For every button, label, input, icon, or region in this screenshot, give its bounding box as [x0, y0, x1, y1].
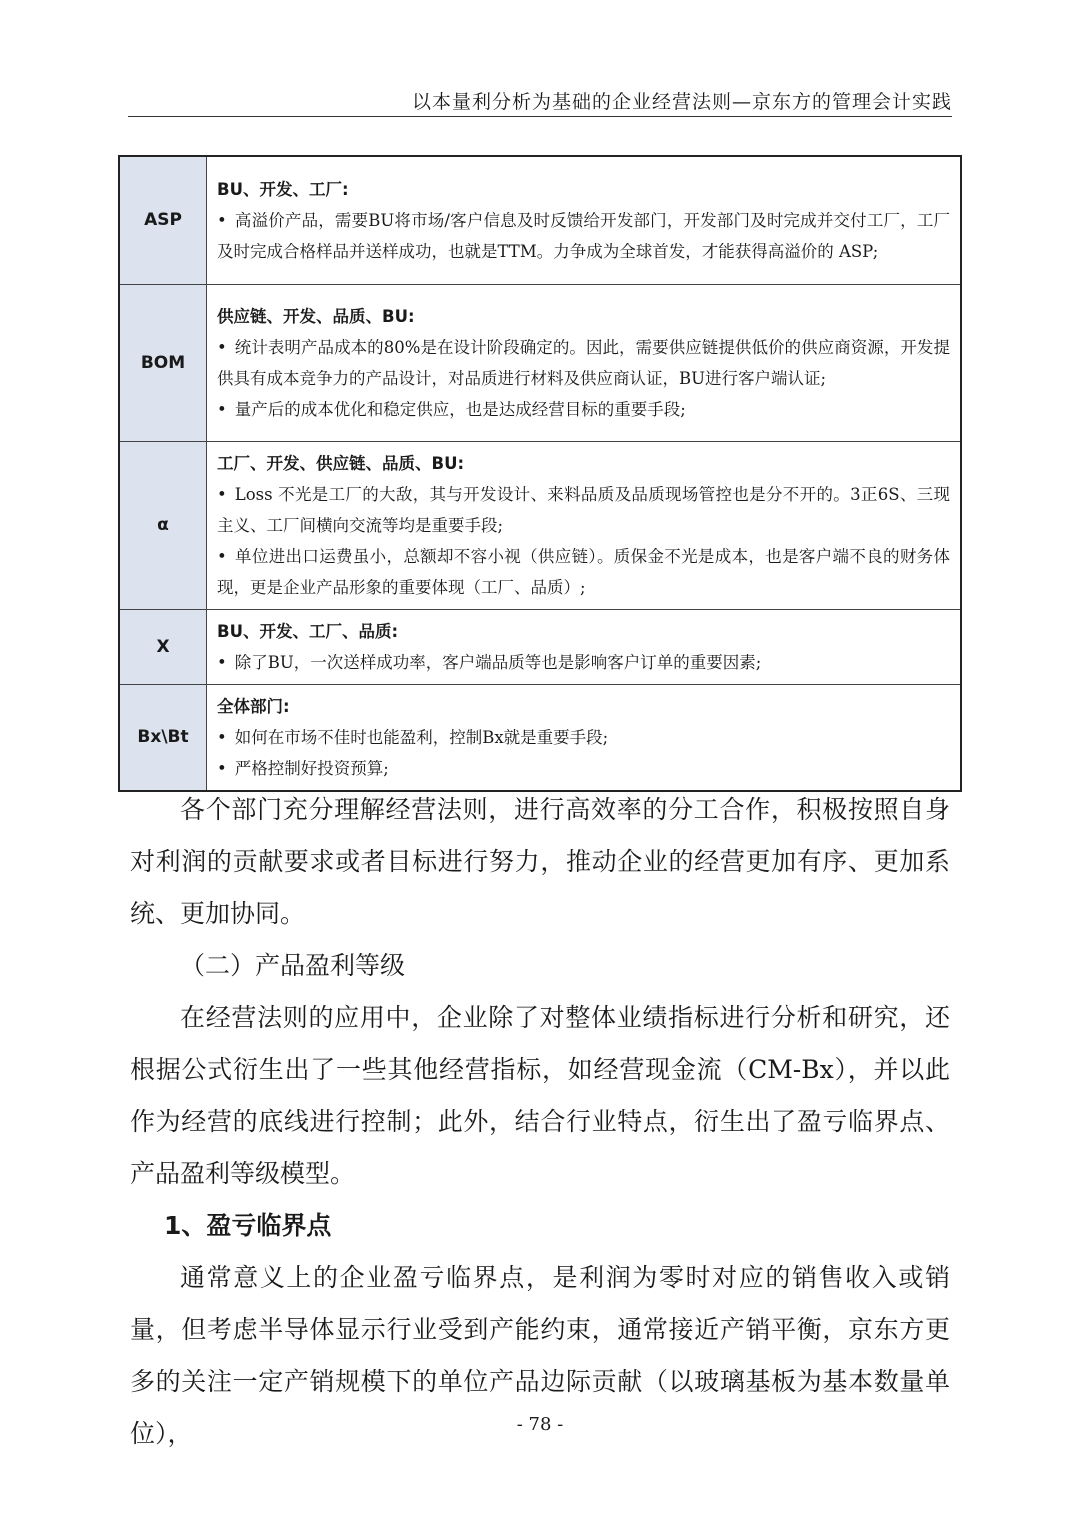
- row-description: [207, 284, 962, 441]
- row-description: [207, 441, 962, 609]
- page-number: - 78 -: [516, 1414, 564, 1435]
- body-text: [130, 784, 950, 1460]
- row-title: BU、开发、工厂:: [217, 179, 349, 199]
- paragraph: 在经营法则的应用中，企业除了对整体业绩指标进行分析和研究，还根据公式衍生出了一些其他经营指标，如经营现金流（CM-Bx），并以此作为经营的底线进行控制；此外，结合行业特点，衍生出了盈亏临界点、产品盈利等级模型。: [130, 1003, 950, 1188]
- section-heading: （二）产品盈利等级: [180, 951, 406, 980]
- row-key: X: [119, 609, 207, 684]
- subsection-heading: 1、盈亏临界点: [164, 1211, 332, 1240]
- row-description: [207, 156, 962, 284]
- table-row: [119, 441, 961, 609]
- bullet-item: • 高溢价产品，需要BU将市场/客户信息及时反馈给开发部门，开发部门及时完成并交付工厂，工厂及时完成合格样品并送样成功，也就是TTM。力争成为全球首发，才能获得高溢价的 ASP;: [217, 205, 950, 267]
- bullet-item: • 严格控制好投资预算;: [217, 753, 950, 784]
- row-title: 供应链、开发、品质、BU:: [217, 306, 415, 326]
- bullet-item: • 量产后的成本优化和稳定供应，也是达成经营目标的重要手段;: [217, 394, 950, 425]
- running-header: [128, 88, 952, 117]
- bullet-item: • 除了BU，一次送样成功率，客户端品质等也是影响客户订单的重要因素;: [217, 647, 950, 678]
- paragraph: 通常意义上的企业盈亏临界点，是利润为零时对应的销售收入或销量，但考虑半导体显示行业受到产能约束，通常接近产销平衡，京东方更多的关注一定产销规模下的单位产品边际贡献（以玻璃基板为基本数量单位），: [130, 1263, 950, 1448]
- bullet-item: • 单位进出口运费虽小，总额却不容小视（供应链）。质保金不光是成本，也是客户端不良的财务体现，更是企业产品形象的重要体现（工厂、品质）;: [217, 541, 950, 603]
- table-row: [119, 609, 961, 684]
- metrics-table: [118, 155, 962, 792]
- bullet-item: • Loss 不光是工厂的大敌，其与开发设计、来料品质及品质现场管控也是分不开的。3正6S、三现主义、工厂间横向交流等均是重要手段;: [217, 479, 950, 541]
- row-description: [207, 684, 962, 791]
- row-key: α: [119, 441, 207, 609]
- table-row: [119, 284, 961, 441]
- running-header-title: 以本量利分析为基础的企业经营法则—京东方的管理会计实践: [411, 91, 952, 113]
- row-key: Bx\Bt: [119, 684, 207, 791]
- row-title: 工厂、开发、供应链、品质、BU:: [217, 453, 465, 473]
- bullet-item: • 如何在市场不佳时也能盈利，控制Bx就是重要手段;: [217, 722, 950, 753]
- table-row: [119, 684, 961, 791]
- row-key: BOM: [119, 284, 207, 441]
- bullet-item: • 统计表明产品成本的80%是在设计阶段确定的。因此，需要供应链提供低价的供应商资源，开发提供具有成本竞争力的产品设计，对品质进行材料及供应商认证，BU进行客户端认证;: [217, 332, 950, 394]
- row-title: 全体部门:: [217, 696, 290, 716]
- paragraph: 各个部门充分理解经营法则，进行高效率的分工合作，积极按照自身对利润的贡献要求或者目标进行努力，推动企业的经营更加有序、更加系统、更加协同。: [130, 795, 950, 928]
- metrics-table-container: [118, 155, 962, 792]
- row-key: ASP: [119, 156, 207, 284]
- table-row: [119, 156, 961, 284]
- row-description: [207, 609, 962, 684]
- row-title: BU、开发、工厂、品质:: [217, 621, 399, 641]
